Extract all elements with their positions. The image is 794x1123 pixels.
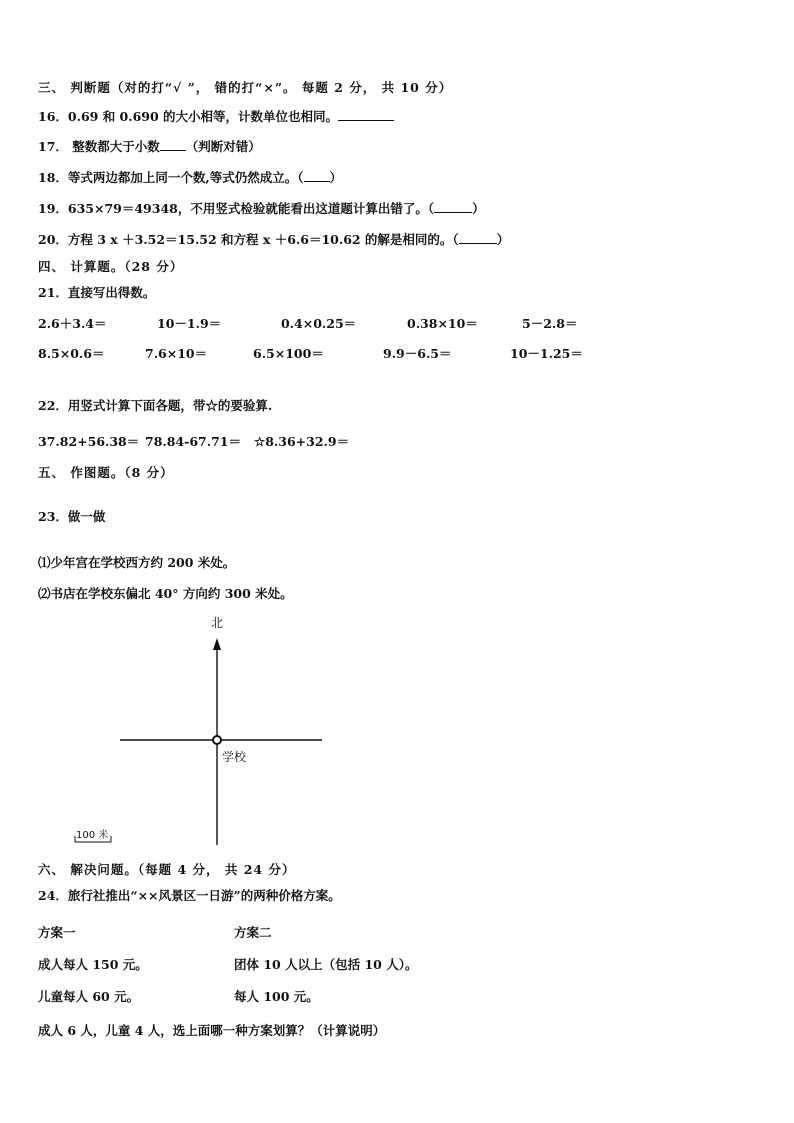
- vertical-calc-item: ☆8.36+32.9＝: [254, 434, 350, 449]
- calc-item: 7.6×10＝: [145, 346, 208, 361]
- section-3-title: 三、 判断题（对的打“√ ”， 错的打“×”。 每题 2 分， 共 10 分）: [38, 80, 453, 95]
- calc-item: 0.4×0.25＝: [281, 316, 357, 331]
- question-24-prompt: 成人 6 人，儿童 4 人，选上面哪一种方案划算？（计算说明）: [38, 1023, 386, 1038]
- question-18-close: ）: [329, 170, 343, 185]
- scale-label: 100 米: [76, 830, 109, 841]
- question-18-text: 18．等式两边都加上同一个数,等式仍然成立。（: [38, 170, 304, 185]
- question-23-item-1: ⑴少年宫在学校西方约 200 米处。: [38, 555, 236, 570]
- question-23-item-2: ⑵书店在学校东偏北 40° 方向约 300 米处。: [38, 586, 293, 601]
- question-16-text: 16．0.69 和 0.690 的大小相等，计数单位也相同。: [38, 109, 339, 124]
- question-17-suffix: （判断对错）: [185, 139, 261, 154]
- question-20-close: ）: [496, 232, 510, 247]
- question-21-title: 21．直接写出得数。: [38, 285, 156, 300]
- north-arrow-icon: [213, 638, 221, 650]
- plan-2-name: 方案二: [234, 925, 272, 940]
- question-19-text: 19．635×79＝49348，不用竖式检验就能看出这道题计算出错了。（: [38, 201, 435, 216]
- question-19-close: ）: [472, 201, 485, 216]
- calc-item: 8.5×0.6＝: [38, 346, 105, 361]
- plan-2-line-1: 团体 10 人以上（包括 10 人）。: [234, 957, 418, 972]
- plan-2-line-2: 每人 100 元。: [234, 989, 319, 1004]
- north-label: 北: [211, 616, 224, 630]
- plan-1-line-2: 儿童每人 60 元。: [38, 989, 140, 1004]
- question-24-title: 24．旅行社推出“××风景区一日游”的两种价格方案。: [38, 888, 341, 903]
- section-6-title: 六、 解决问题。（每题 4 分， 共 24 分）: [38, 862, 296, 877]
- calc-item: 10－1.9＝: [157, 316, 222, 331]
- calc-item: 0.38×10＝: [407, 316, 478, 331]
- vertical-calc-item: 78.84-67.71＝: [145, 434, 241, 449]
- calc-item: 6.5×100＝: [253, 346, 324, 361]
- calc-item: 2.6＋3.4＝: [38, 316, 107, 331]
- question-17-text: 17． 整数都大于小数: [38, 139, 160, 154]
- school-point[interactable]: [213, 736, 221, 744]
- section-4-title: 四、 计算题。（28 分）: [38, 259, 184, 274]
- question-20-text: 20．方程 3 x ＋3.52＝15.52 和方程 x ＋6.6＝10.62 的解是相同的。（: [38, 232, 459, 247]
- school-label: 学校: [222, 750, 247, 764]
- question-22-title: 22．用竖式计算下面各题，带☆的要验算.: [38, 398, 273, 413]
- plan-1-name: 方案一: [38, 925, 76, 940]
- section-5-title: 五、 作图题。（8 分）: [38, 465, 174, 480]
- calc-item: 9.9－6.5＝: [383, 346, 452, 361]
- calc-item: 5－2.8＝: [522, 316, 578, 331]
- calc-item: 10－1.25＝: [510, 346, 583, 361]
- question-23-title: 23．做一做: [38, 509, 106, 524]
- vertical-calc-item: 37.82+56.38＝: [38, 434, 140, 449]
- plan-1-line-1: 成人每人 150 元。: [38, 957, 148, 972]
